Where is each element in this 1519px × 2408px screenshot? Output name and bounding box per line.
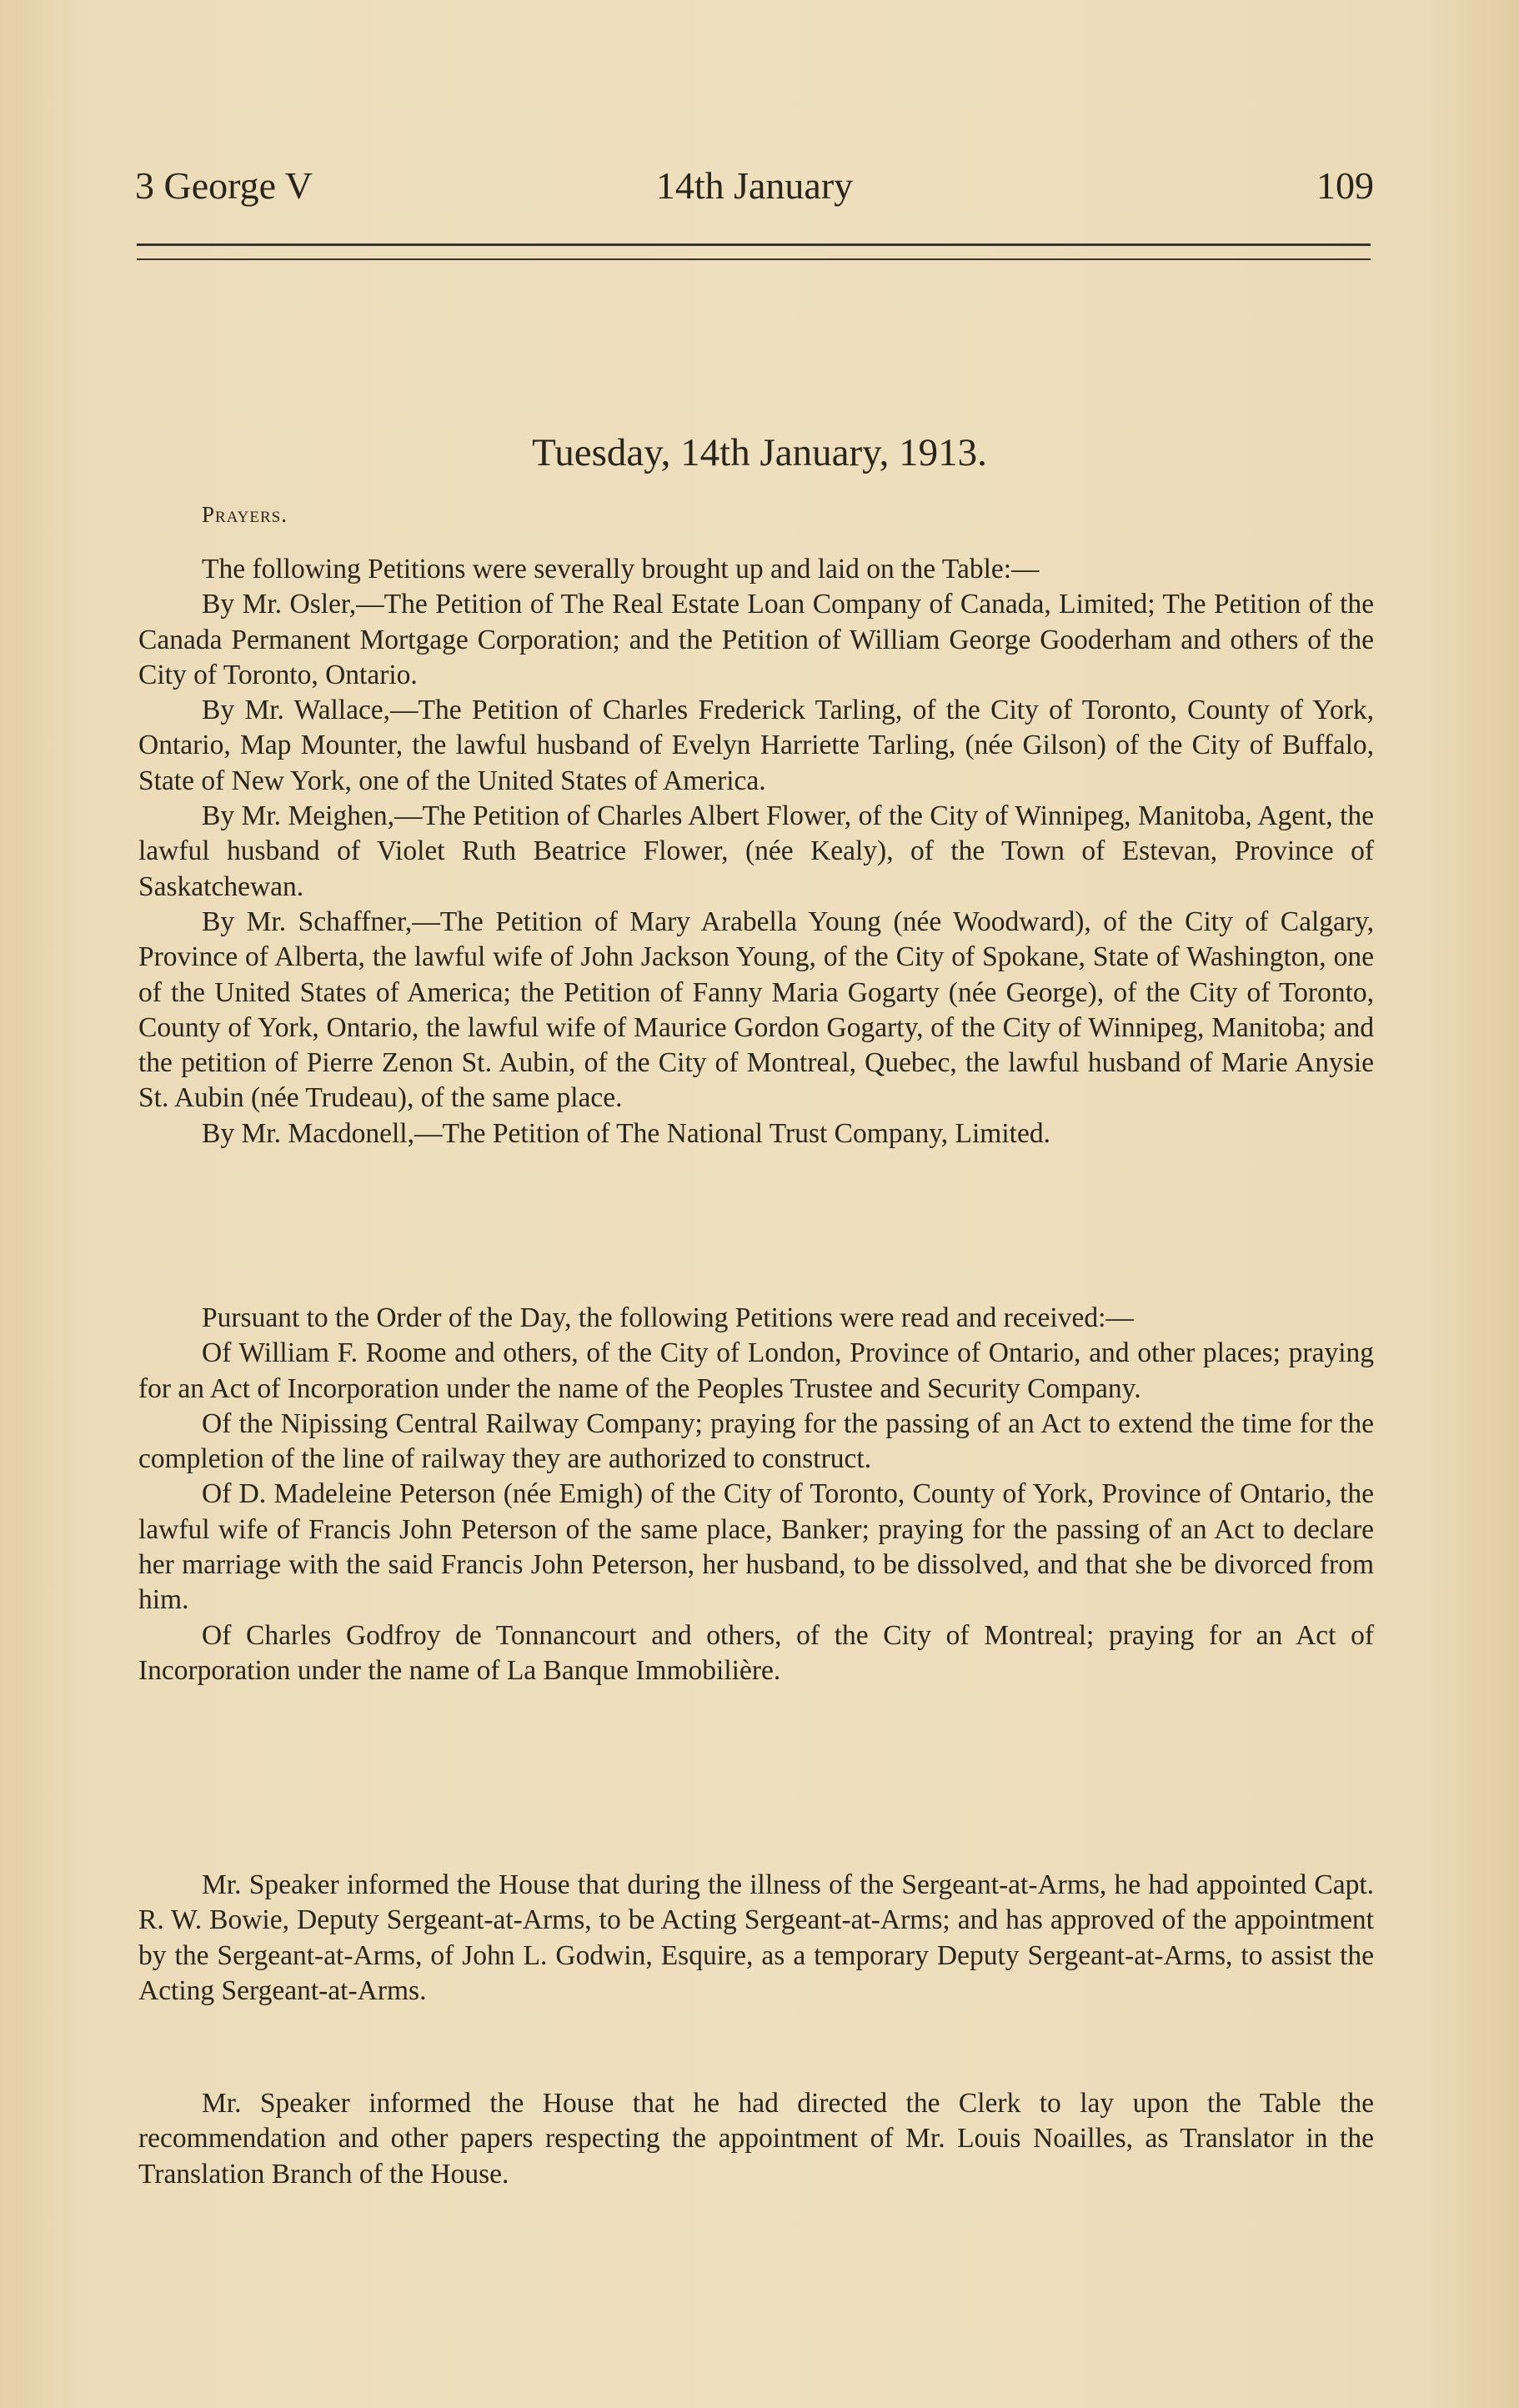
speaker-sergeant-text: Mr. Speaker informed the House that during the illness of the Sergeant-at-Arms, he had appointed Capt. R. W. Bowie, Deputy Sergeant-at-Arms, to be Acting Sergeant-at-Arms; and has approved of the appointment by the Sergeant-at-Arms, of John L. Godwin, Esquire, as a temporary Deputy Sergeant-at-Arms, to assist the Acting Sergeant-at-Arms. — [138, 1869, 1374, 2006]
page-number: 109 — [1316, 164, 1374, 207]
speaker-translator-notice — [138, 2086, 1374, 2192]
petition-item: By Mr. Wallace,—The Petition of Charles Frederick Tarling, of the City of Toronto, County of York, Ontario, Map Mounter, the lawful husband of Evelyn Harriette Tarling, (née Gilson) of the City of Buffalo, State of New York, one of the United States of America. — [138, 695, 1374, 796]
received-item: Of D. Madeleine Peterson (née Emigh) of the City of Toronto, County of York, Province of Ontario, the lawful wife of Francis John Peterson of the same place, Banker; praying for the passing of an Act to declare her marriage with the said Francis John Peterson, her husband, to be dissolved, and that she be divorced from him. — [138, 1478, 1374, 1616]
petition-item: By Mr. Schaffner,—The Petition of Mary Arabella Young (née Woodward), of the City of Calgary, Province of Alberta, the lawful wife of John Jackson Young, of the City of Spokane, State of Washington, one of the United States of America; the Petition of Fanny Maria Gogarty (née George), of the City of Toronto, County of York, Ontario, the lawful wife of Maurice Gordon Gogarty, of the City of Winnipeg, Manitoba; and the petition of Pierre Zenon St. Aubin, of the City of Montreal, Quebec, the lawful husband of Marie Anysie St. Aubin (née Trudeau), of the same place. — [138, 906, 1374, 1114]
sitting-date-heading: Tuesday, 14th January, 1913. — [532, 431, 987, 474]
running-head — [135, 163, 1374, 222]
received-item: Of Charles Godfroy de Tonnancourt and others, of the City of Montreal; praying for an Act of Incorporation under the name of La Banque Immobilière. — [138, 1619, 1374, 1686]
received-item: Of William F. Roome and others, of the City of London, Province of Ontario, and other places; praying for an Act of Incorporation under the name of the Peoples Trustee and Security Company. — [138, 1337, 1374, 1404]
speaker-translator-text: Mr. Speaker informed the House that he had directed the Clerk to lay upon the Table the recommendation and other papers respecting the appointment of Mr. Louis Noailles, as Translator in the Translation Branch of the House. — [138, 2088, 1374, 2190]
petitions-presented-section — [138, 552, 1374, 1151]
header-rule-top — [137, 243, 1371, 246]
speaker-sergeant-notice — [138, 1868, 1374, 2009]
petitions-received-intro: Pursuant to the Order of the Day, the following Petitions were read and received:— — [202, 1302, 1134, 1333]
received-item: Of the Nipissing Central Railway Company; praying for the passing of an Act to extend the time for the completion of the line of railway they are authorized to construct. — [138, 1407, 1374, 1475]
prayers-heading: Prayers. — [202, 502, 288, 527]
petitions-presented-intro: The following Petitions were severally brought up and laid on the Table:— — [202, 554, 1040, 584]
petition-item: By Mr. Macdonell,—The Petition of The National Trust Company, Limited. — [202, 1117, 1050, 1149]
regnal-year: 3 George V — [135, 164, 313, 207]
header-date: 14th January — [655, 164, 854, 207]
petition-item: By Mr. Meighen,—The Petition of Charles Albert Flower, of the City of Winnipeg, Manitoba, Agent, the lawful husband of Violet Ruth Beatrice Flower, (née Kealy), of the Town of Estevan, Province of Saskatchewan. — [138, 800, 1374, 902]
petitions-received-section — [138, 1301, 1374, 1688]
petition-item: By Mr. Osler,—The Petition of The Real Estate Loan Company of Canada, Limited; The Petition of the Canada Permanent Mortgage Corporation; and the Petition of William George Gooderham and others of the City of Toronto, Ontario. — [138, 589, 1374, 690]
header-rule-bottom — [137, 258, 1371, 260]
